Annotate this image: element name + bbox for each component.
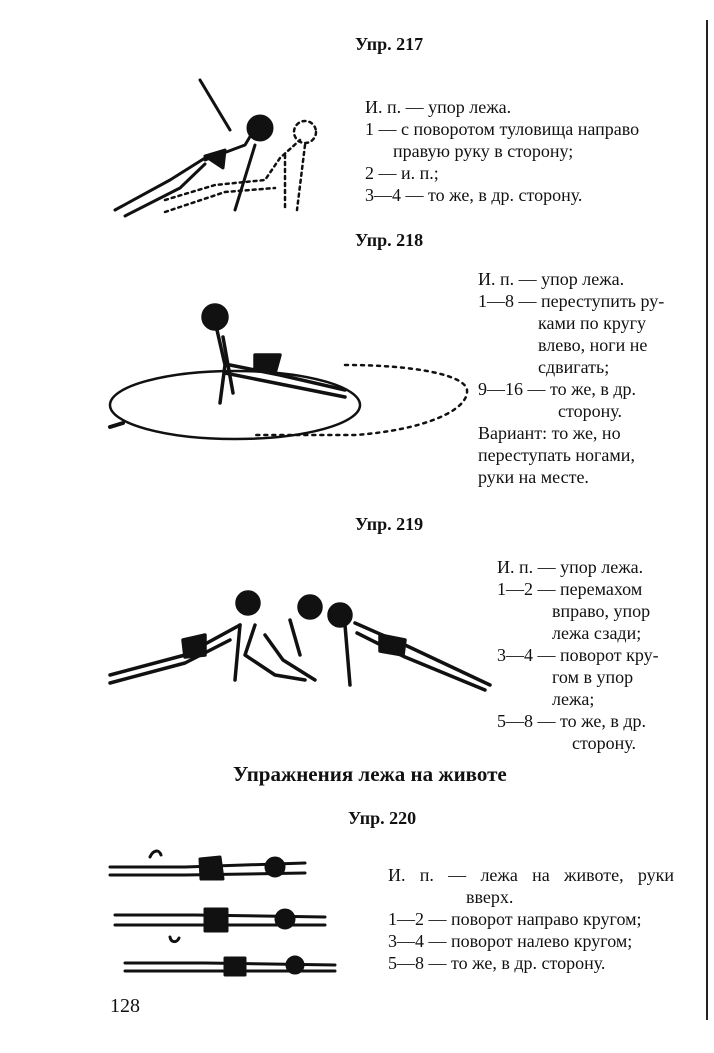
text-line: 9—16 — то же, в др.: [478, 379, 636, 399]
text-line: 5—8 — то же, в др. сторону.: [388, 953, 606, 973]
text-line: ками по кругу: [538, 313, 647, 333]
text-line: правую руку в сторону;: [393, 141, 574, 161]
page-number: 128: [110, 995, 140, 1017]
section-title: Упражнения лежа на животе: [233, 762, 507, 786]
exercise-219-illustration: [105, 585, 495, 695]
text-line: переступать ногами,: [478, 445, 635, 465]
text-line: сторону.: [558, 401, 622, 421]
text-line: 3—4 — то же, в др. сторону.: [365, 185, 583, 205]
exercise-220-text: [388, 864, 674, 974]
exercise-220-title: Упр. 220: [348, 808, 417, 828]
text-line: вправо, упор: [552, 601, 651, 621]
text-line: 1—8 — переступить ру-: [478, 291, 665, 311]
text-line: влево, ноги не: [538, 335, 648, 355]
text-line: руки на месте.: [478, 467, 589, 487]
text-line: сторону.: [572, 733, 636, 753]
text-line: 1—2 — перемахом: [497, 579, 643, 599]
text-line: лежа;: [552, 689, 595, 709]
exercise-218-title: Упр. 218: [355, 230, 424, 250]
text-line: И. п. — упор лежа.: [478, 269, 625, 289]
text-line: И. п. — упор лежа.: [497, 557, 644, 577]
text-line: лежа сзади;: [552, 623, 642, 643]
exercise-219-title: Упр. 219: [355, 514, 424, 534]
text-line: вверх.: [466, 887, 514, 907]
text-line: сдвигать;: [538, 357, 610, 377]
text-line: Вариант: то же, но: [478, 423, 621, 443]
text-line: гом в упор: [552, 667, 634, 687]
text-line: 2 — и. п.;: [365, 163, 439, 183]
exercise-218-text: [478, 268, 678, 488]
exercise-218-illustration: [105, 295, 475, 445]
exercise-219-text: [497, 556, 677, 754]
text-line: И. п. — упор лежа.: [365, 97, 512, 117]
text-line: 5—8 — то же, в др.: [497, 711, 646, 731]
text-line: 3—4 — поворот налево кругом;: [388, 931, 633, 951]
exercise-217-text: [365, 96, 685, 206]
text-line: 1 — с поворотом туловища направо: [365, 119, 640, 139]
exercise-217-illustration: [105, 70, 325, 230]
exercise-217-title: Упр. 217: [355, 34, 424, 54]
text-line: 3—4 — поворот кру-: [497, 645, 659, 665]
page-edge-line: [706, 20, 708, 1020]
text-line: И. п. — лежа на животе, руки: [388, 865, 674, 885]
text-line: 1—2 — поворот направо кругом;: [388, 909, 642, 929]
exercise-220-illustration: [105, 845, 345, 980]
